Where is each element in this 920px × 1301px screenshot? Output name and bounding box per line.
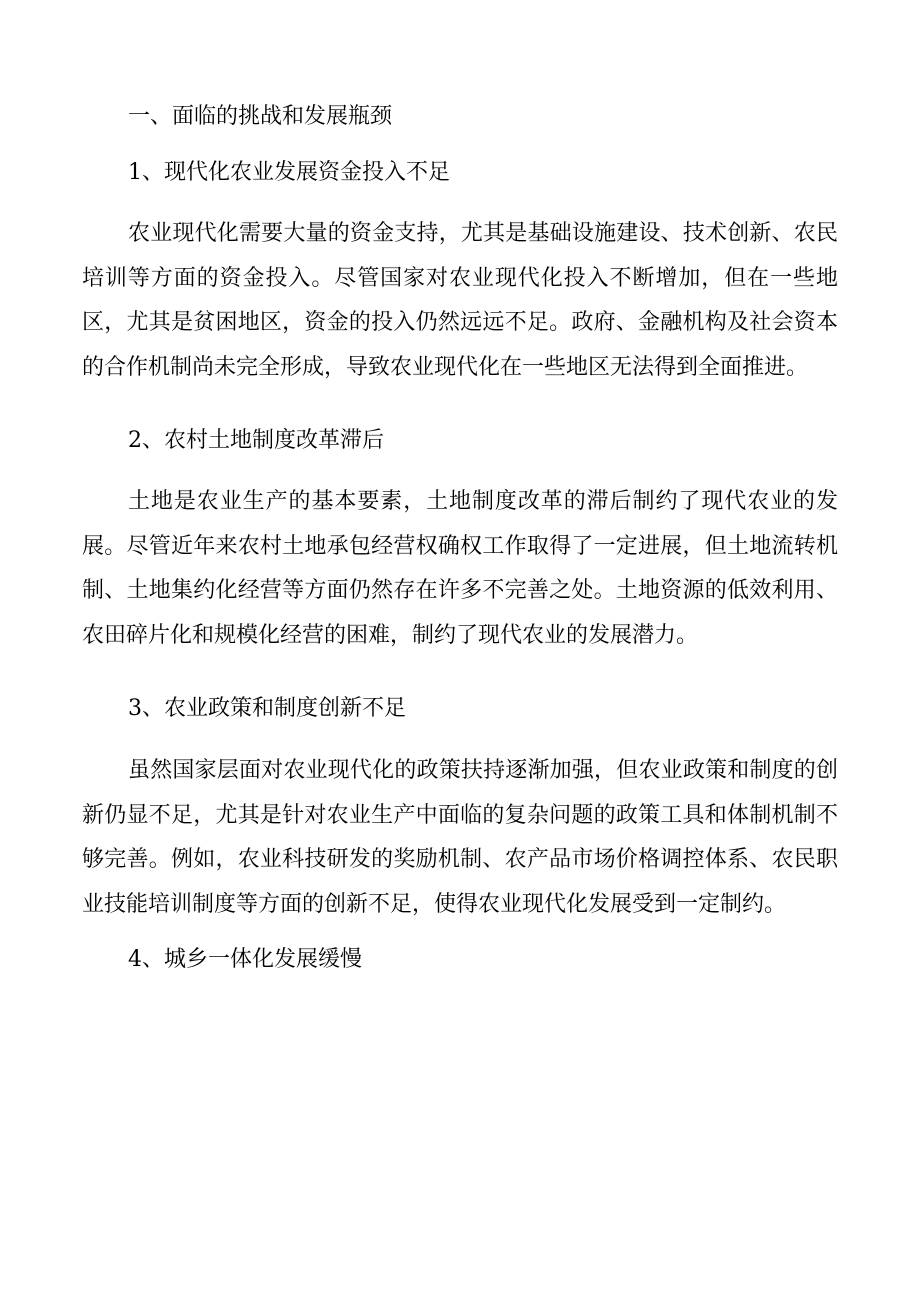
subsection-heading-1: 1、现代化农业发展资金投入不足 <box>128 160 450 185</box>
section-title: 一、面临的挑战和发展瓶颈 <box>128 104 393 129</box>
subsection-paragraph-3: 虽然国家层面对农业现代化的政策扶持逐渐加强，但农业政策和制度的创新仍显不足，尤其是针对农业生产中面临的复杂问题的政策工具和体制机制不够完善。例如，农业科技研发的奖励机制、农产品市场价格调控体系、农民职业技能培训制度等方面的创新不足，使得农业现代化发展受到一定制约。 <box>82 758 838 917</box>
subsection-paragraph-1: 农业现代化需要大量的资金支持，尤其是基础设施建设、技术创新、农民培训等方面的资金投入。尽管国家对农业现代化投入不断增加，但在一些地区，尤其是贫困地区，资金的投入仍然远远不足。政府、金融机构及社会资本的合作机制尚未完全形成，导致农业现代化在一些地区无法得到全面推进。 <box>82 221 838 380</box>
subsection-paragraph-2: 土地是农业生产的基本要素，土地制度改革的滞后制约了现代农业的发展。尽管近年来农村土地承包经营权确权工作取得了一定进展，但土地流转机制、土地集约化经营等方面仍然存在许多不完善之处。土地资源的低效利用、农田碎片化和规模化经营的困难，制约了现代农业的发展潜力。 <box>82 489 838 648</box>
subsection-heading-2: 2、农村土地制度改革滞后 <box>128 428 384 453</box>
subsection-heading-4: 4、城乡一体化发展缓慢 <box>128 947 362 972</box>
document-body <box>82 102 838 975</box>
subsection-heading-3: 3、农业政策和制度创新不足 <box>128 696 406 721</box>
